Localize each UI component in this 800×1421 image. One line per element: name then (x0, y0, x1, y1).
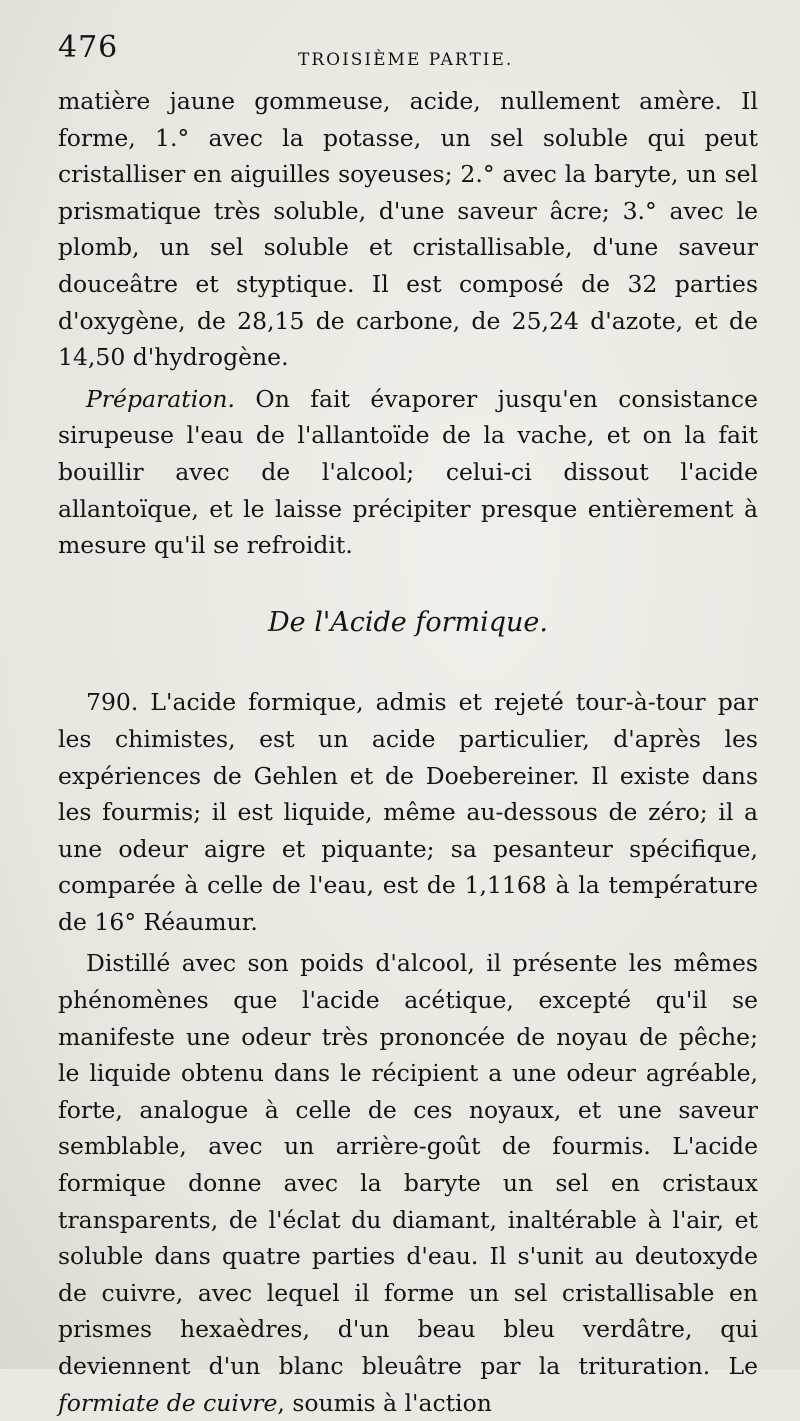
paragraph-790: 790. L'acide formique, admis et rejeté tour-à-tour par les chimistes, est un acide particulier, d'après les expériences de Gehlen et de Doebereiner. Il existe dans les fourmis; il est liquide, même au-dessous de zéro; il a une odeur aigre et piquante; sa pesanteur spécifique, comparée à celle de l'eau, est de 1,1168 à la température de 16° Réaumur. (58, 688, 758, 936)
paragraph-distille (58, 945, 758, 1421)
distille-tail: , soumis à l'action (277, 1388, 492, 1417)
preparation-label: Préparation. (86, 384, 235, 413)
running-head: TROISIÈME PARTIE. (298, 50, 514, 70)
page-header (58, 30, 760, 80)
page-number: 476 (58, 30, 119, 65)
distille-text: Distillé avec son poids d'alcool, il présente les mêmes phénomènes que l'acide acétique, excepté qu'il se manifeste une odeur très prononcée de noyau de pêche; le liquide obtenu dans le récipient a une odeur agréable, forte, analogue à celle de ces noyaux, et une saveur semblable, avec un arrière-goût de fourmis. L'acide formique donne avec la baryte un sel en cristaux transparents, de l'éclat du diamant, inaltérable à l'air, et soluble dans quatre parties d'eau. Il s'unit au deutoxyde de cuivre, avec lequel il forme un sel cristallisable en prismes hexaèdres, d'un beau bleu verdâtre, qui deviennent d'un blanc bleuâtre par la trituration. Le (58, 949, 758, 1380)
formiate-italic: formiate de cuivre (58, 1388, 278, 1417)
paragraph-preparation (58, 381, 758, 564)
paragraph-continuation: matière jaune gommeuse, acide, nullement amère. Il forme, 1.° avec la potasse, un sel soluble qui peut cristalliser en aiguilles soyeuses; 2.° avec la baryte, un sel prismatique très soluble, d'une saveur âcre; 3.° avec le plomb, un sel soluble et cristallisable, d'une saveur douceâtre et styptique. Il est composé de 32 parties d'oxygène, de 28,15 de carbone, de 25,24 d'azote, et de 14,50 d'hydrogène. (58, 87, 758, 372)
page-body (58, 83, 758, 1421)
section-title: De l'Acide formique. (268, 606, 548, 638)
preparation-text: On fait évaporer jusqu'en consistance sirupeuse l'eau de l'allantoïde de la vache, et on la fait bouillir avec de l'alcool; celui-ci dissout l'acide allantoïque, et le laisse précipiter presque entièrement à mesure qu'il se refroidit. (58, 384, 758, 560)
